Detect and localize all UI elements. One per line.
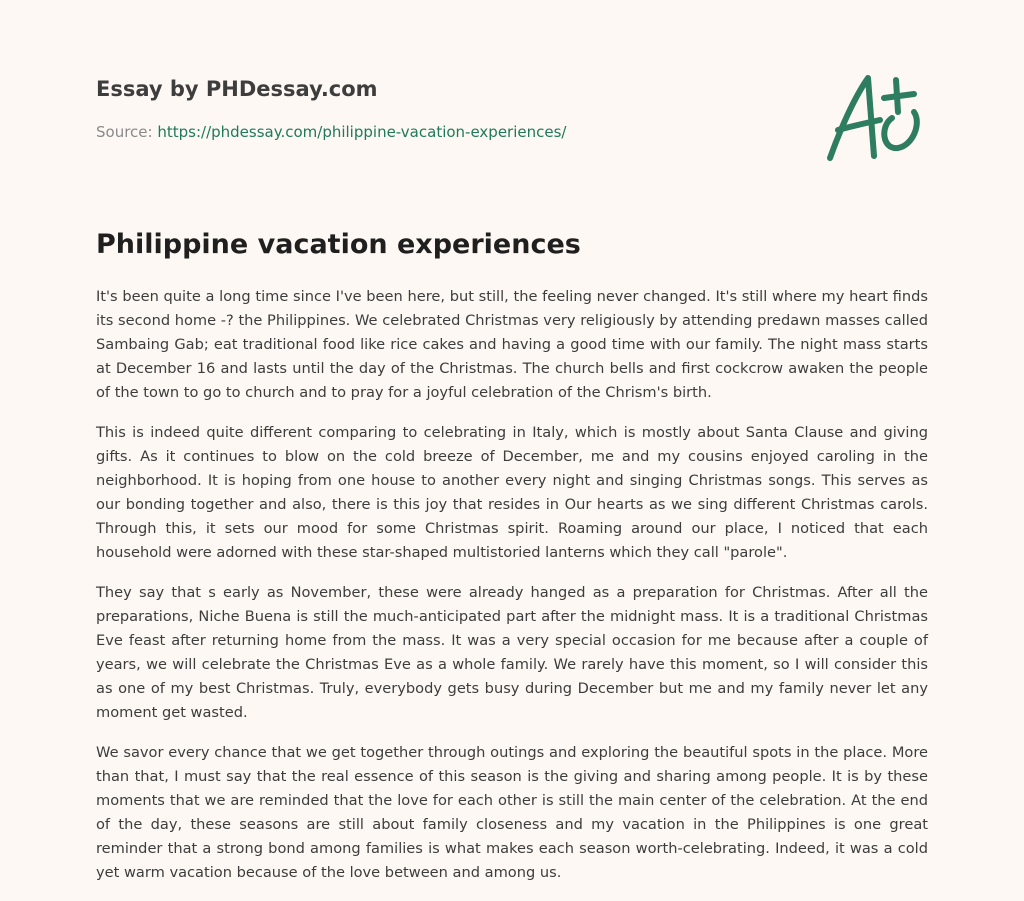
essay-title: Philippine vacation experiences [96,229,581,260]
essay-paragraph: We savor every chance that we get together through outings and exploring the beautiful spots in the place. More than that, I must say that the real essence of this season is the giving and sharing among people. It is by these moments that we are reminded that the love for each other is still the main center of the celebration. At the end of the day, these seasons are still about family closeness and my vacation in the Philippines is one great reminder that a strong bond among families is what makes each season worth-celebrating. Indeed, it was a cold yet warm vacation because of the love between and among us. [96,744,928,881]
site-brand: Essay by PHDessay.com [96,77,378,101]
essay-body [96,285,928,901]
essay-paragraph: This is indeed quite different comparing to celebrating in Italy, which is mostly about Santa Clause and giving gifts. As it continues to blow on the cold breeze of December, me and my cousins enjoyed caroling in the neighborhood. It is hoping from one house to another every night and singing Christmas songs. This serves as our bonding together and also, there is this joy that resides in Our hearts as we sing different Christmas carols. Through this, it sets our mood for some Christmas spirit. Roaming around our place, I noticed that each household were adorned with these star-shaped multistoried lanterns which they call "parole". [96,424,928,561]
page-header [96,74,816,142]
source-label: Source: [96,123,153,141]
a-plus-logo-icon [818,68,928,168]
source-link[interactable]: https://phdessay.com/philippine-vacation-experiences/ [157,123,567,141]
source-line [96,122,816,142]
essay-paragraph: They say that s early as November, these were already hanged as a preparation for Christmas. After all the preparations, Niche Buena is still the much-anticipated part after the midnight mass. It is a traditional Christmas Eve feast after returning home from the mass. It was a very special occasion for me because after a couple of years, we will celebrate the Christmas Eve as a whole family. We rarely have this moment, so I will consider this as one of my best Christmas. Truly, everybody gets busy during December but me and my family never let any moment get wasted. [96,584,928,721]
essay-paragraph: It's been quite a long time since I've been here, but still, the feeling never changed. It's still where my heart finds its second home -? the Philippines. We celebrated Christmas very religiously by attending predawn masses called Sambaing Gab; eat traditional food like rice cakes and having a good time with our family. The night mass starts at December 16 and lasts until the day of the Christmas. The church bells and first cockcrow awaken the people of the town to go to church and to pray for a joyful celebration of the Chrism's birth. [96,288,928,401]
